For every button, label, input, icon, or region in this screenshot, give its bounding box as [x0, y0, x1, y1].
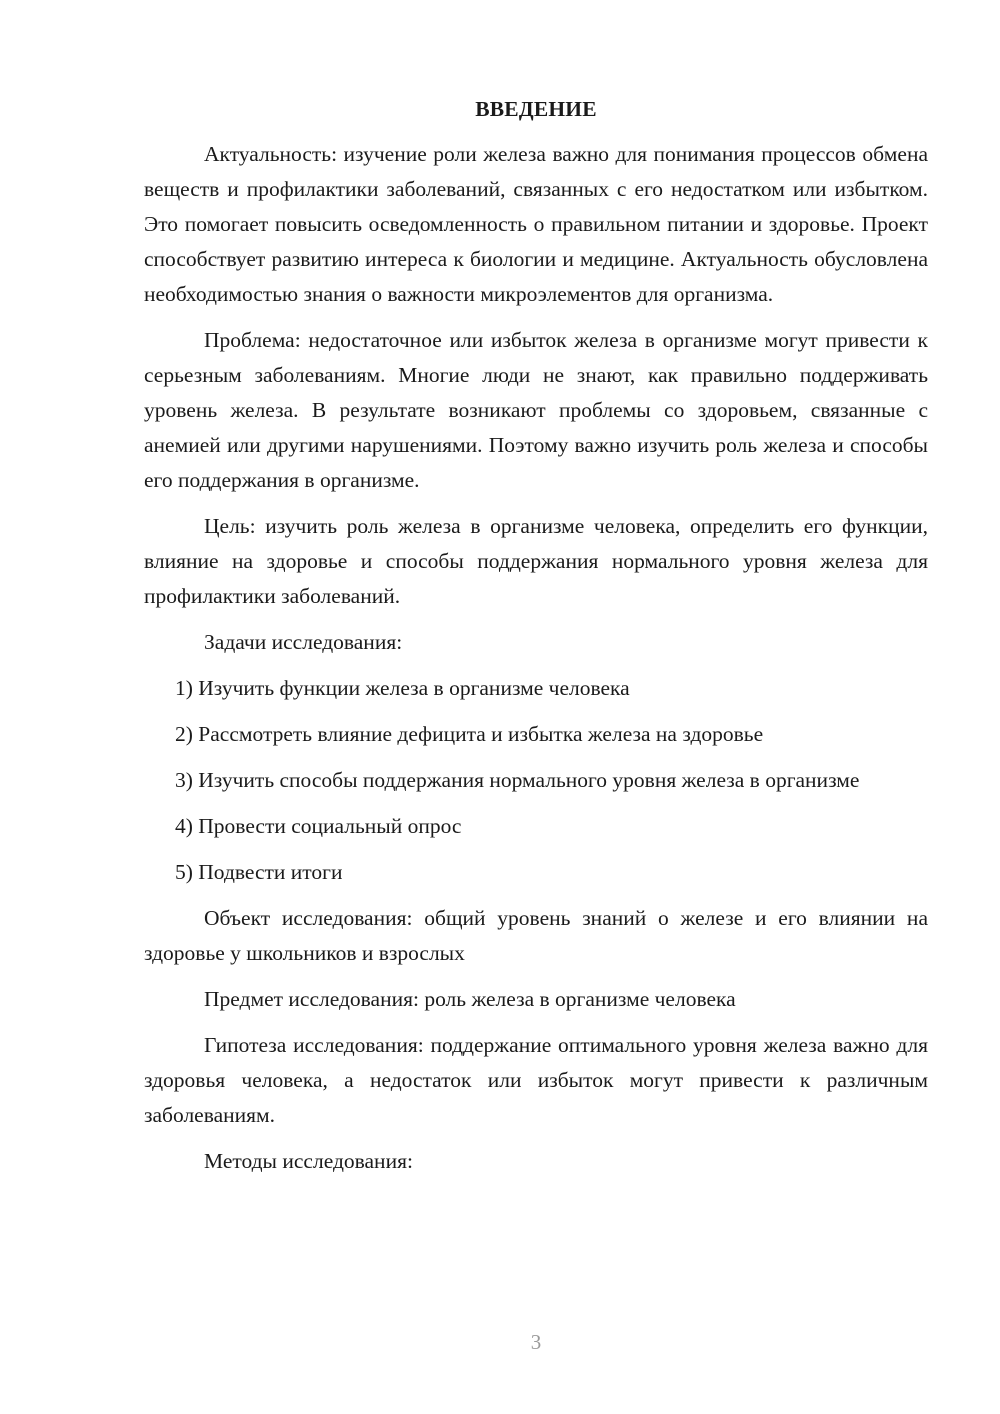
- task-item: 5) Подвести итоги: [175, 860, 343, 884]
- hypothesis-paragraph: Гипотеза исследования: поддержание оптимального уровня железа важно для здоровья человека, а недостаток или избыток могут привести к различным заболеваниям.: [144, 1033, 928, 1127]
- page-number: 3: [530, 1330, 542, 1354]
- task-item: 4) Провести социальный опрос: [175, 814, 462, 838]
- section-heading: ВВЕДЕНИЕ: [475, 97, 597, 121]
- document-page: [144, 92, 928, 1190]
- tasks-heading: Задачи исследования:: [204, 630, 403, 654]
- relevance-paragraph: Актуальность: изучение роли железа важно для понимания процессов обмена веществ и профилактики заболеваний, связанных с его недостатком или избытком. Это помогает повысить осведомленность о правильном питании и здоровье. Проект способствует развитию интереса к биологии и медицине. Актуальность обусловлена необходимостью знания о важности микроэлементов для организма.: [144, 142, 928, 306]
- task-item: 3) Изучить способы поддержания нормального уровня железа в организме: [175, 768, 860, 792]
- goal-paragraph: Цель: изучить роль железа в организме человека, определить его функции, влияние на здоровье и способы поддержания нормального уровня железа для профилактики заболеваний.: [144, 514, 928, 608]
- task-item: 2) Рассмотреть влияние дефицита и избытка железа на здоровье: [175, 722, 764, 746]
- subject-paragraph: Предмет исследования: роль железа в организме человека: [204, 987, 736, 1011]
- methods-heading: Методы исследования:: [204, 1149, 413, 1173]
- problem-paragraph: Проблема: недостаточное или избыток железа в организме могут привести к серьезным заболеваниям. Многие люди не знают, как правильно поддерживать уровень железа. В результате возникают проблемы со здоровьем, связанные с анемией или другими нарушениями. Поэтому важно изучить роль железа и способы его поддержания в организме.: [144, 328, 928, 492]
- object-paragraph: Объект исследования: общий уровень знаний о железе и его влиянии на здоровье у школьников и взрослых: [144, 906, 928, 965]
- task-item: 1) Изучить функции железа в организме человека: [175, 676, 630, 700]
